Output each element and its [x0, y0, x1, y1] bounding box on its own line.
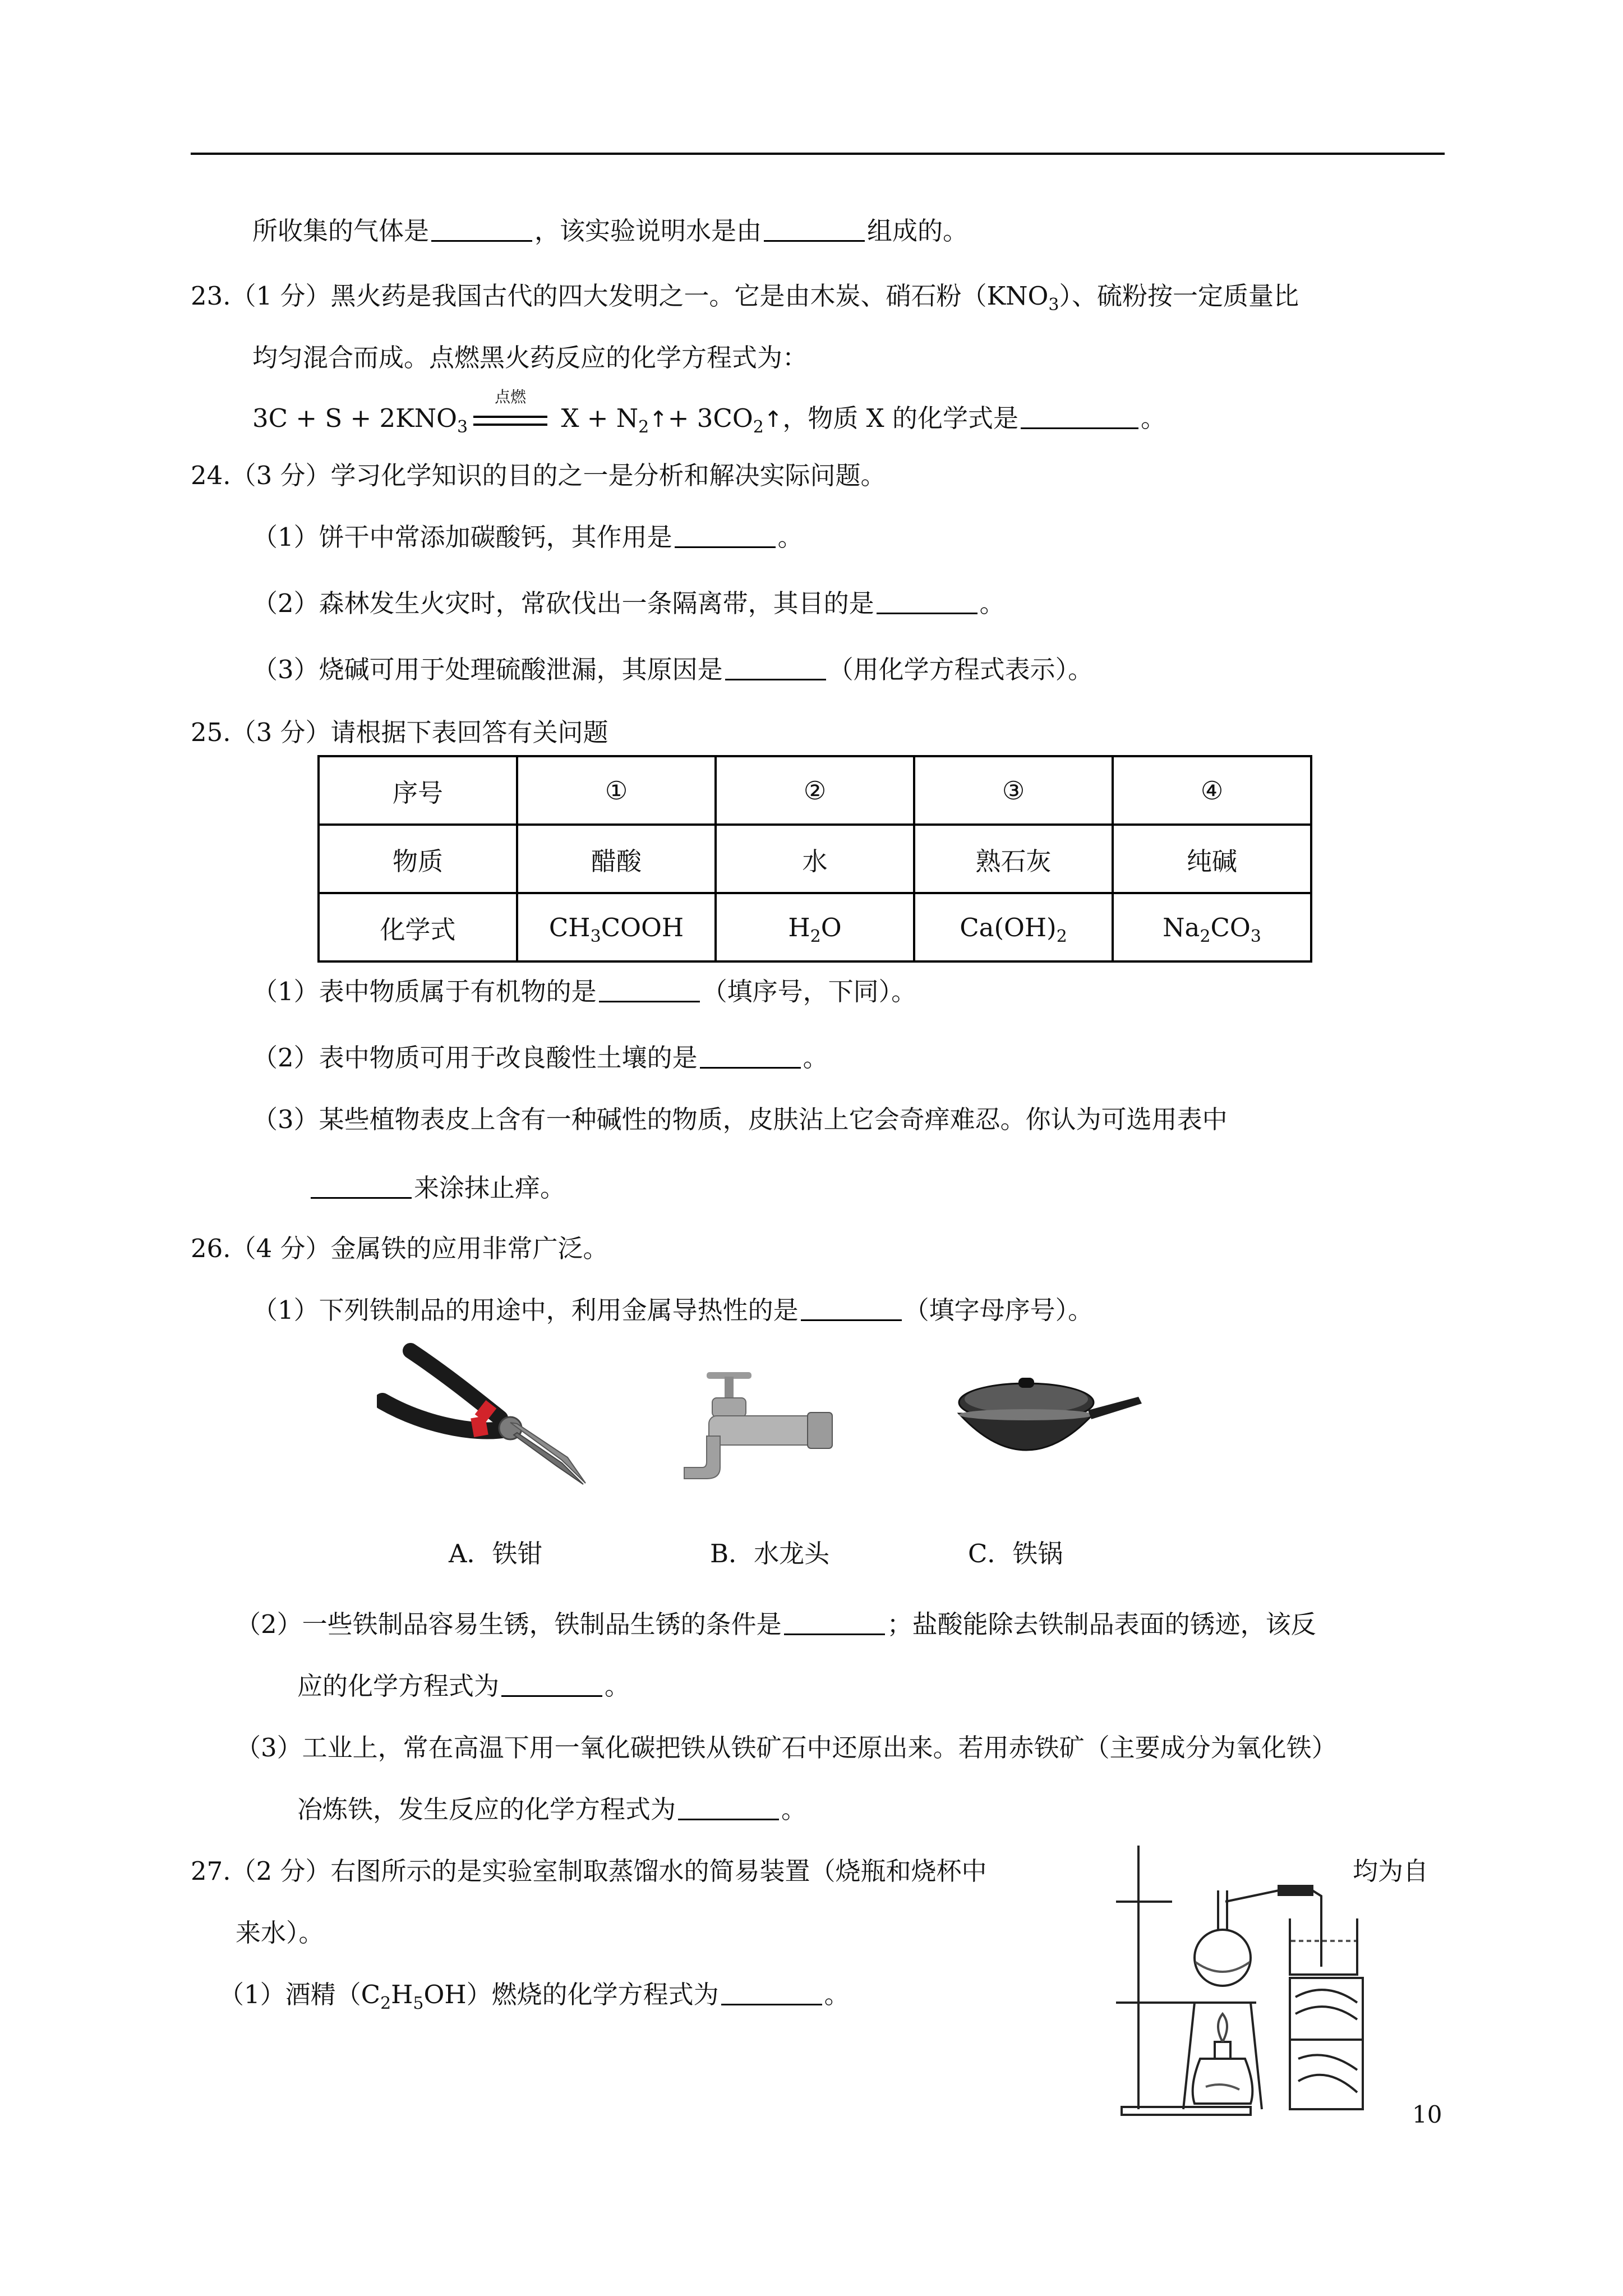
- q23-equation: $3C + S + 2KNO_3$ 点燃 $X + N_2↑+$ $3CO_2↑$，物质 X 的化学式是 。: [252, 388, 1166, 437]
- q25-sub2: （2）表中物质可用于改良酸性土壤的是 。: [252, 1043, 828, 1073]
- q26-sub2-cont: 应的化学方程式为 。: [297, 1671, 630, 1701]
- reaction-condition-equals-sign: 点燃: [471, 408, 550, 430]
- formula-cell: $H_2O$: [716, 893, 914, 961]
- answer-blank[interactable]: [784, 1610, 885, 1635]
- header-rule: [191, 153, 1445, 155]
- answer-blank[interactable]: [599, 977, 700, 1002]
- gas-arrow-icon: ↑: [649, 407, 668, 432]
- formula-cell: $Na_2CO_3$: [1113, 893, 1311, 961]
- table-cell: 序号: [319, 756, 517, 825]
- q23-line2: 均匀混合而成。点燃黑火药反应的化学方程式为：: [252, 343, 808, 372]
- q24-sub3: （3）烧碱可用于处理硫酸泄漏，其原因是 （用化学方程式表示）。: [252, 655, 1094, 684]
- answer-blank[interactable]: [678, 1795, 779, 1820]
- pliers-image: [377, 1340, 596, 1485]
- answer-blank[interactable]: [764, 217, 865, 242]
- gas-arrow-icon: ↑: [763, 407, 783, 432]
- q22-tail-line: 所收集的气体是 ，该实验说明水是由 组成的。: [252, 216, 969, 246]
- page-number: 10: [1412, 2101, 1442, 2128]
- formula-cell: $Ca(OH)_2$: [914, 893, 1113, 961]
- q24-title: 24.（3 分）学习化学知识的目的之一是分析和解决实际问题。: [191, 461, 886, 490]
- q24-sub1: （1）饼干中常添加碳酸钙，其作用是 。: [252, 522, 803, 552]
- table-cell: 水: [716, 825, 914, 893]
- q26-sub3: （3）工业上，常在高温下用一氧化碳把铁从铁矿石中还原出来。若用赤铁矿（主要成分为氧化铁）: [236, 1733, 1337, 1763]
- q26-sub1: （1）下列铁制品的用途中，利用金属导热性的是 （填字母序号）。: [252, 1295, 1094, 1325]
- table-cell: 物质: [319, 825, 517, 893]
- answer-blank[interactable]: [721, 1980, 822, 2005]
- faucet-image: [673, 1369, 841, 1488]
- table-cell: 熟石灰: [914, 825, 1113, 893]
- table-row: [319, 825, 1311, 893]
- q23-title: 23.（1 分）黑火药是我国古代的四大发明之一。它是由木炭、硝石粉$(KNO_3)$、硫粉按一定质量比: [191, 281, 1299, 315]
- q27-title-end: 均为自: [1353, 1856, 1429, 1886]
- table-cell: ②: [716, 756, 914, 825]
- answer-blank[interactable]: [1021, 404, 1138, 429]
- answer-blank[interactable]: [801, 1296, 902, 1321]
- wok-image: [953, 1374, 1144, 1481]
- answer-blank[interactable]: [700, 1043, 801, 1069]
- q26-sub2: （2）一些铁制品容易生锈，铁制品生锈的条件是 ；盐酸能除去铁制品表面的锈迹，该反: [236, 1609, 1316, 1639]
- q27-line2: 来水）。: [236, 1918, 324, 1948]
- q25-sub3: （3）某些植物表皮上含有一种碱性的物质，皮肤沾上它会奇痒难忍。你认为可选用表中: [252, 1105, 1228, 1134]
- answer-blank[interactable]: [431, 217, 532, 242]
- answer-blank[interactable]: [877, 589, 978, 614]
- table-cell: ④: [1113, 756, 1311, 825]
- answer-blank[interactable]: [725, 655, 826, 680]
- q27-title: 27.（2 分）右图所示的是实验室制取蒸馏水的简易装置（烧瓶和烧杯中: [191, 1856, 987, 1886]
- q25-title: 25.（3 分）请根据下表回答有关问题: [191, 717, 608, 747]
- table-cell: ③: [914, 756, 1113, 825]
- option-a-caption: A．铁钳: [449, 1539, 543, 1568]
- q25-sub3-cont: 来涂抹止痒。: [308, 1171, 565, 1205]
- q25-sub1: （1）表中物质属于有机物的是 （填序号，下同）。: [252, 977, 917, 1006]
- table-cell: 纯碱: [1113, 825, 1311, 893]
- q26-sub3-cont: 冶炼铁，发生反应的化学方程式为 。: [297, 1795, 807, 1824]
- q26-title: 26.（4 分）金属铁的应用非常广泛。: [191, 1234, 608, 1263]
- q27-sub1: （1）酒精$(C_2H_5OH)$燃烧的化学方程式为 。: [219, 1980, 850, 2013]
- option-c-caption: C．铁锅: [968, 1539, 1063, 1568]
- table-cell: 醋酸: [517, 825, 716, 893]
- table-cell: ①: [517, 756, 716, 825]
- answer-blank[interactable]: [311, 1174, 412, 1199]
- table-cell: 化学式: [319, 893, 517, 961]
- chemistry-table: [317, 755, 1312, 963]
- distillation-apparatus-diagram: [1110, 1834, 1368, 2126]
- answer-blank[interactable]: [675, 523, 776, 548]
- q24-sub2: （2）森林发生火灾时，常砍伐出一条隔离带，其目的是 。: [252, 588, 1005, 618]
- option-b-caption: B．水龙头: [710, 1539, 830, 1568]
- table-row: [319, 893, 1311, 961]
- formula-cell: $CH_3COOH$: [517, 893, 716, 961]
- answer-blank[interactable]: [501, 1672, 602, 1697]
- table-row: [319, 756, 1311, 825]
